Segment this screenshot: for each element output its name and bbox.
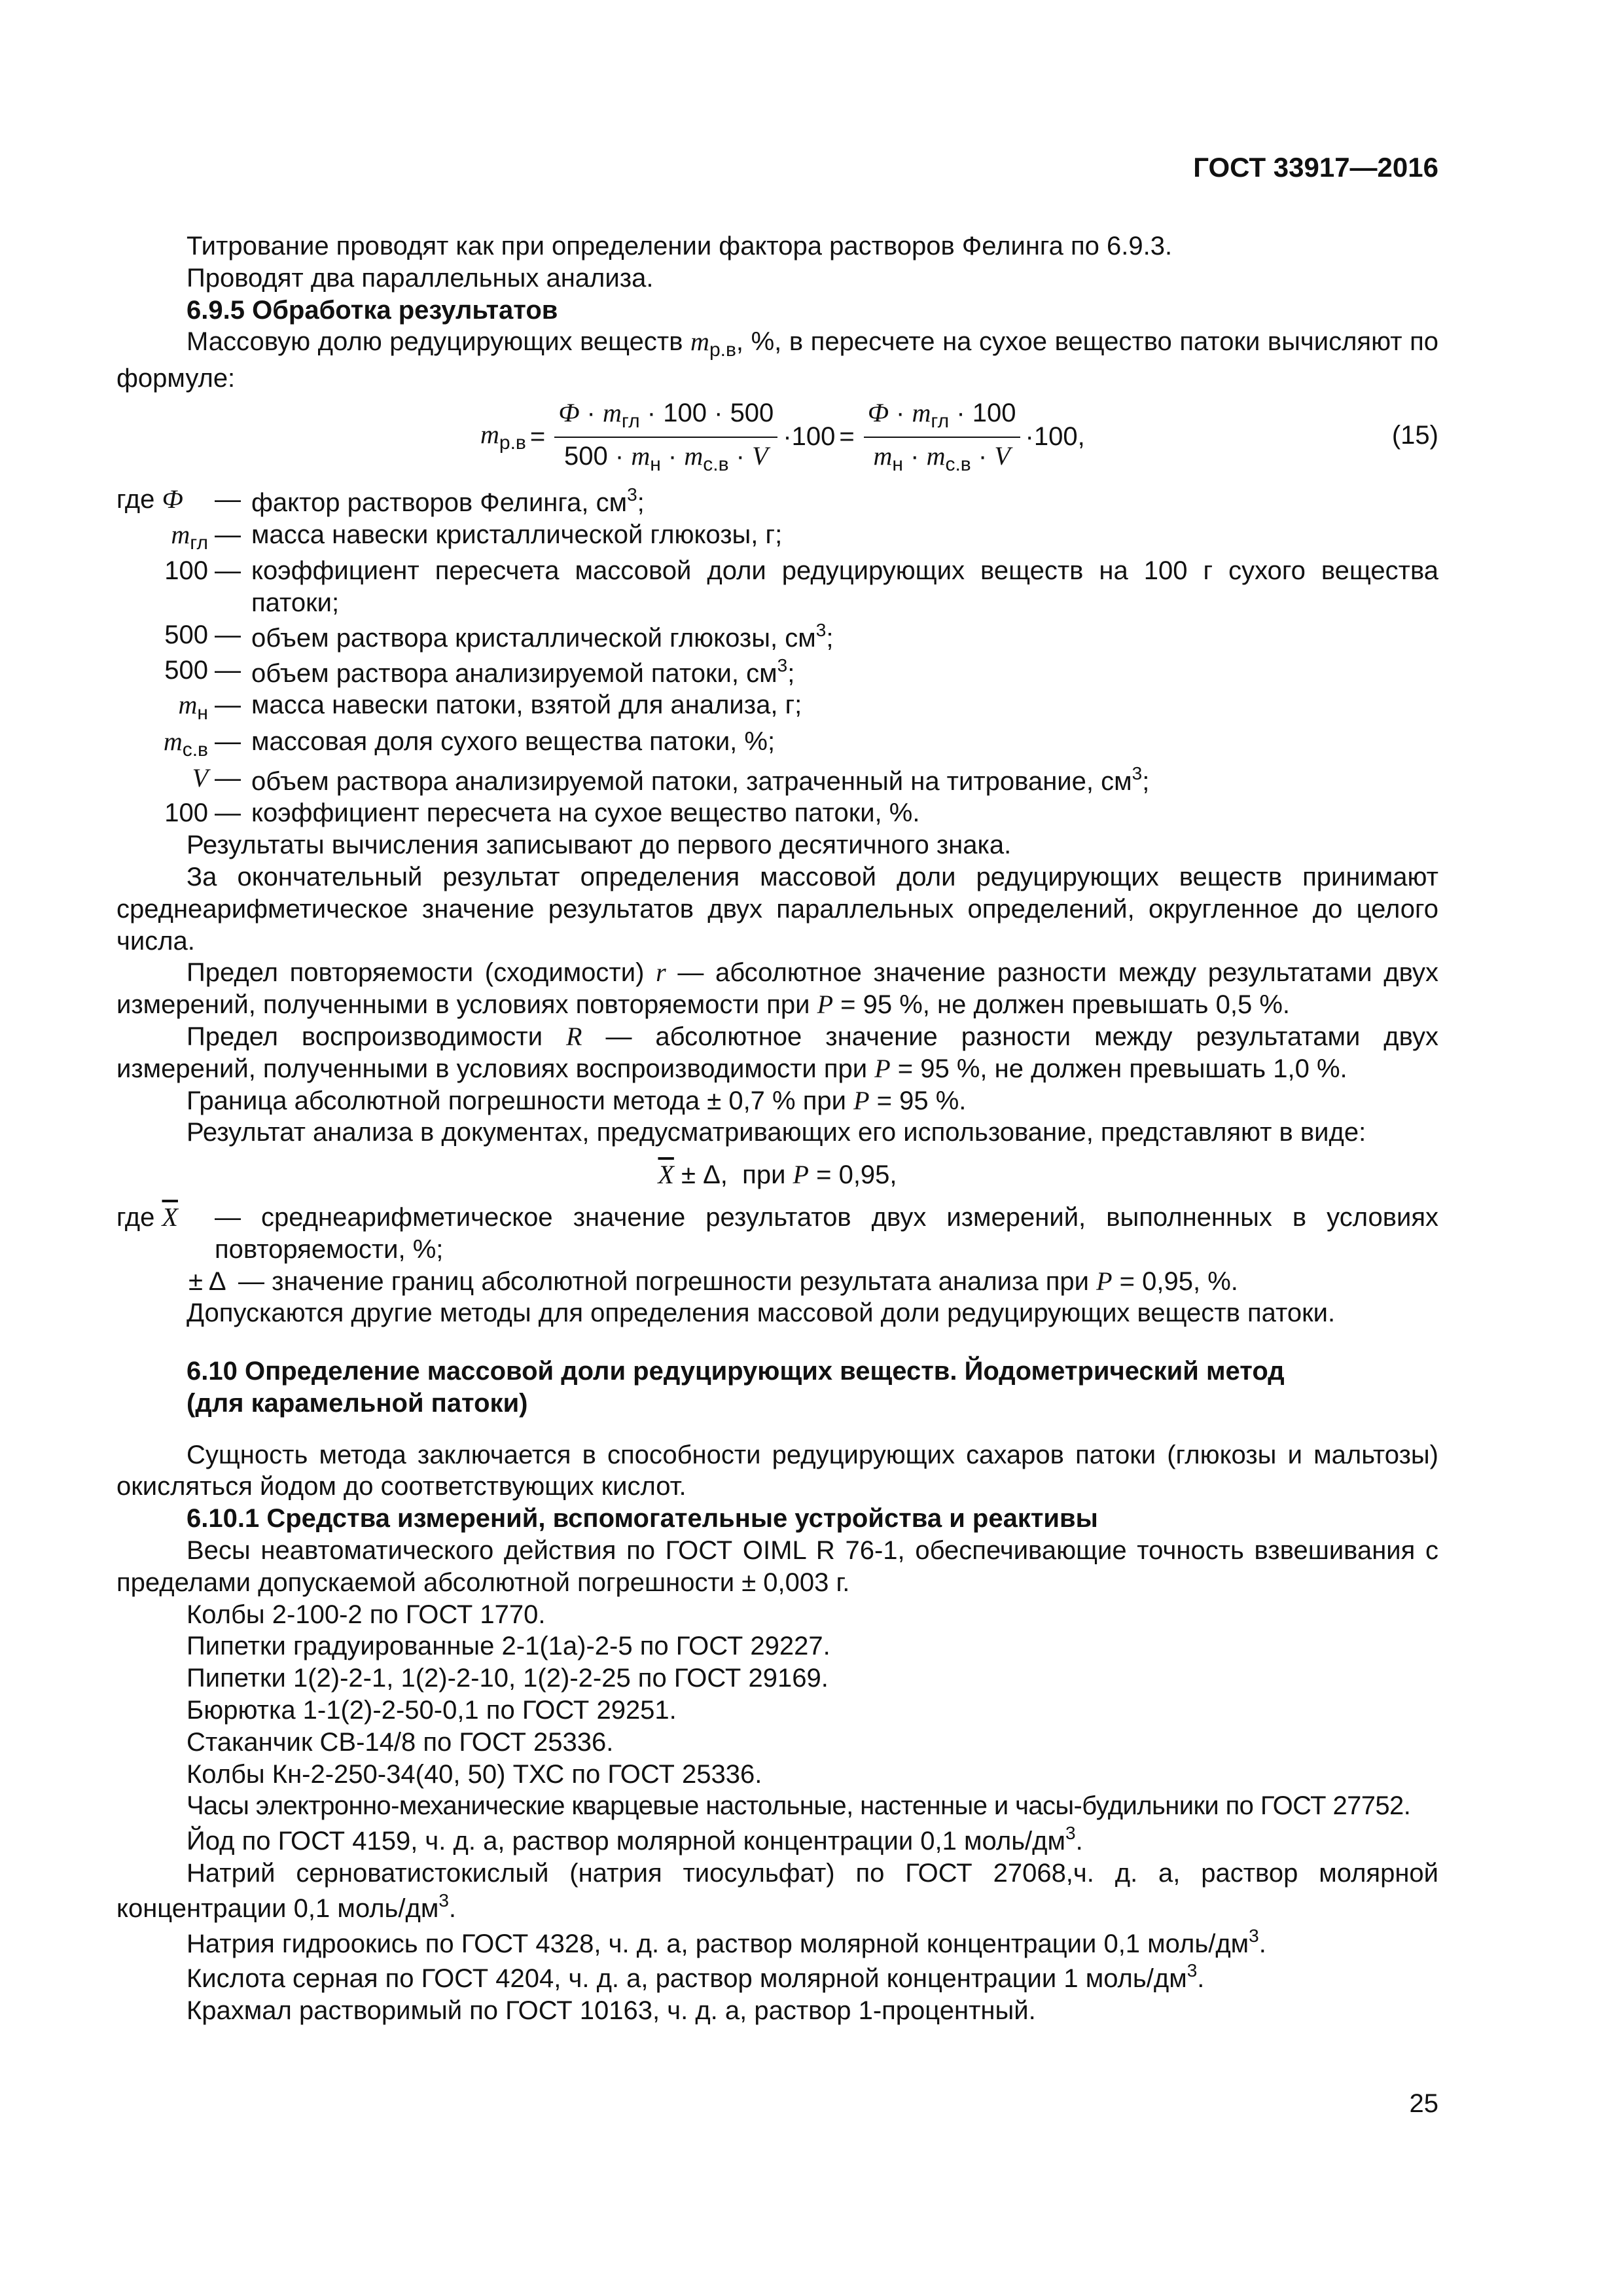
legend-item: где Ф — фактор растворов Фелинга, $см^3$;: [116, 484, 645, 517]
paragraph: Проводят два параллельных анализа.: [187, 263, 654, 293]
legend-item: 100 — коэффициент пересчета массовой доли редуцирующих веществ на 100 г сухого вещества патоки;: [164, 556, 1438, 617]
result-legend: [116, 1202, 1438, 1297]
legend-item: 500 — объем раствора кристаллической глюкозы, $см^3$;: [164, 619, 834, 653]
equipment-item: Колбы 2-100-2 по ГОСТ 1770.: [187, 1600, 546, 1629]
reagent-item: Йод по ГОСТ 4159, ч. д. а, раствор молярной концентрации 0,1 моль/$дм^3$.: [187, 1823, 1083, 1856]
page-number: 25: [1409, 2089, 1438, 2118]
legend-item: где $\overline{X}$ — среднеарифметическое значение результатов двух измерений, выполненных в условиях повторяемости, %;: [116, 1202, 1438, 1264]
subsection-heading: 6.10.1 Средства измерений, вспомогательные устройства и реактивы: [187, 1504, 1098, 1534]
reagent-item: Кислота серная по ГОСТ 4204, ч. д. а, раствор молярной концентрации 1 моль/$дм^3$.: [187, 1960, 1205, 1994]
reagent-item: Крахмал растворимый по ГОСТ 10163, ч. д. а, раствор 1-процентный.: [187, 1996, 1036, 2026]
section-heading: 6.10 Определение массовой доли редуцирующих веществ. Йодометрический метод: [187, 1357, 1285, 1386]
result-expression: $\overline{X} \pm \Delta$, при P = 0,95,: [658, 1160, 897, 1190]
paragraph: Сущность метода заключается в способности редуцирующих сахаров патоки (глюкозы и мальтозы) окисляться йодом до соответствующих кислот.: [116, 1440, 1438, 1501]
document-body: [116, 230, 1438, 2027]
formula-legend: [116, 484, 1438, 829]
reagent-item: Натрий серноватистокислый (натрия тиосульфат) по ГОСТ 27068,ч. д. а, раствор молярной концентрации 0,1 моль/$дм^3$.: [116, 1859, 1438, 1923]
legend-item: $m_н$ — масса навески патоки, взятой для анализа, г;: [178, 690, 802, 725]
paragraph: Результат анализа в документах, предусматривающих его использование, представляют в виде:: [187, 1118, 1366, 1147]
legend-item: $m_{с.в}$ — массовая доля сухого вещества патоки, %;: [163, 726, 776, 761]
paragraph: Предел воспроизводимости R — абсолютное значение разности между результатами двух измерений, полученными в условиях воспроизводимости при P = 95 %, не должен превышать 1,0 %.: [116, 1021, 1438, 1083]
section-heading: 6.9.5 Обработка результатов: [187, 295, 558, 325]
fraction: $\frac{Ф \cdot m_{гл} \cdot 100}{m_н \cdot m_{с.в} \cdot V}$: [864, 397, 1020, 476]
paragraph: Титрование проводят как при определении фактора растворов Фелинга по 6.9.3.: [187, 232, 1173, 260]
paragraph: За окончательный результат определения массовой доли редуцирующих веществ принимают среднеарифметическое значение результатов двух параллельных определений, округленное до целого числа.: [116, 862, 1438, 956]
legend-item: V — объем раствора анализируемой патоки, затраченный на титрование, $см^3$;: [192, 762, 1150, 796]
equipment-item: Стаканчик СВ-14/8 по ГОСТ 25336.: [187, 1727, 614, 1757]
legend-item: 500 — объем раствора анализируемой патоки, $см^3$;: [164, 655, 795, 688]
formula-15: $m_{р.в}$ = $\frac{Ф \cdot m_{гл} \cdot 100 \cdot 500}{500 \cdot m_н \cdot m_{с.в} \cdot V}$ · 100 = $\frac{Ф \cdot m_{гл} \cdot 100}{m_н \cdot m_{с.в} \cdot V}$ · 100, (15): [116, 395, 1438, 480]
paragraph: Предел повторяемости (сходимости) r — абсолютное значение разности между результатами двух измерений, полученными в условиях повторяемости при P = 95 %, не должен превышать 0,5 %.: [116, 958, 1438, 1020]
document-header: ГОСТ 33917—2016: [1193, 152, 1438, 183]
reagent-item: Натрия гидроокись по ГОСТ 4328, ч. д. а, раствор молярной концентрации 0,1 моль/$дм^3$.: [187, 1925, 1266, 1958]
equipment-item: Бюрютка 1-1(2)-2-50-0,1 по ГОСТ 29251.: [187, 1696, 677, 1725]
paragraph: Результаты вычисления записывают до первого десятичного знака.: [187, 831, 1012, 860]
legend-item: 100 — коэффициент пересчета на сухое вещество патоки, %.: [164, 798, 920, 828]
equipment-item: Пипетки градуированные 2-1(1а)-2-5 по ГОСТ 29227.: [187, 1632, 830, 1661]
legend-item: $m_{гл}$ — масса навески кристаллической глюкозы, г;: [171, 519, 783, 554]
paragraph: Массовую долю редуцирующих веществ $m_{р.в}$, %, в пересчете на сухое вещество патоки вычисляют по формуле:: [116, 327, 1438, 393]
equipment-item: Весы неавтоматического действия по ГОСТ OIML R 76-1, обеспечивающие точность взвешивания с пределами допускаемой абсолютной погрешности ± 0,003 г.: [116, 1536, 1438, 1597]
fraction: $\frac{Ф \cdot m_{гл} \cdot 100 \cdot 500}{500 \cdot m_н \cdot m_{с.в} \cdot V}$: [554, 397, 777, 476]
formula-number: (15): [1391, 420, 1438, 450]
paragraph: Допускаются другие методы для определения массовой доли редуцирующих веществ патоки.: [187, 1299, 1336, 1328]
paragraph: Граница абсолютной погрешности метода ± 0,7 % при P = 95 %.: [187, 1085, 967, 1115]
section-heading: (для карамельной патоки): [187, 1388, 528, 1418]
legend-item: ± Δ — значение границ абсолютной погрешности результата анализа при P = 0,95, %.: [188, 1266, 1238, 1296]
equipment-item: Колбы Кн-2-250-34(40, 50) ТХС по ГОСТ 25336.: [187, 1759, 762, 1789]
equipment-item: Часы электронно-механические кварцевые настольные, настенные и часы-будильники по ГОСТ 27752.: [187, 1791, 1411, 1821]
equipment-item: Пипетки 1(2)-2-1, 1(2)-2-10, 1(2)-2-25 по ГОСТ 29169.: [187, 1664, 829, 1693]
